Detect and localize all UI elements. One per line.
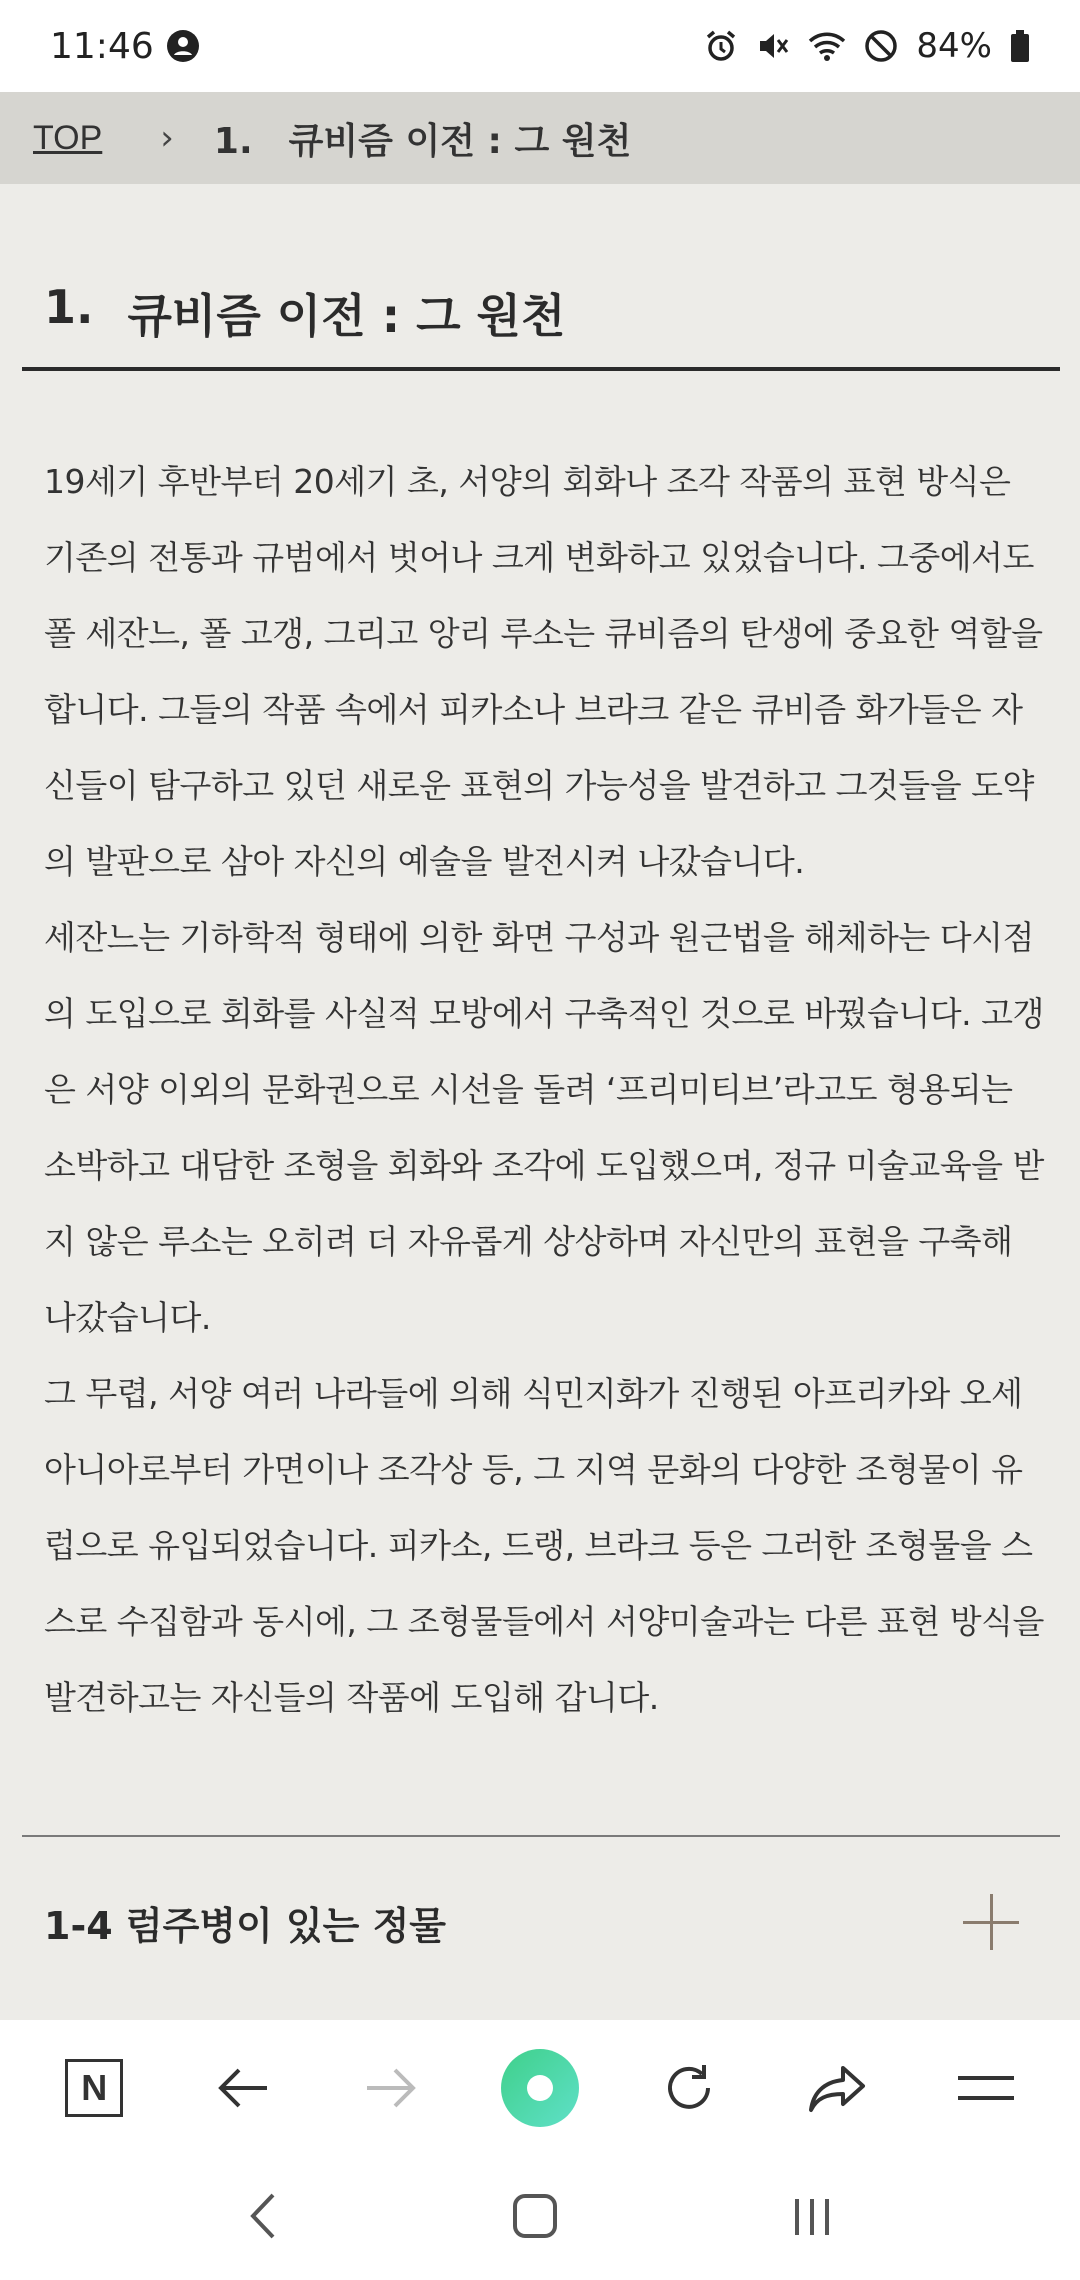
mute-icon (756, 29, 790, 63)
paragraph: 그 무렵, 서양 여러 나라들에 의해 식민지화가 진행된 아프리카와 오세아니아로부터 가면이나 조각상 등, 그 지역 문화의 다양한 조형물이 유럽으로 유입되었습니다. 피카소, 드랭, 브라크 등은 그러한 조형물을 스스로 수집함과 동시에, 그 조형물들에서 서양미술과는 다른 표현 방식을 발견하고는 자신들의 작품에 도입해 갑니다. (44, 1374, 1044, 1717)
battery-icon (1010, 29, 1030, 63)
nav-home-button[interactable] (510, 2191, 560, 2245)
accordion-label: 1-4 럼주병이 있는 정물 (44, 1903, 447, 1948)
wifi-icon (808, 29, 846, 63)
nav-back-button[interactable] (243, 2191, 283, 2245)
status-left (50, 26, 200, 67)
menu-icon (956, 2068, 1016, 2108)
back-button[interactable] (198, 2043, 288, 2133)
section-title-text: 큐비즘 이전 : 그 원천 (127, 289, 566, 343)
article-content (0, 184, 1080, 2020)
n-tab-icon: N (65, 2059, 123, 2117)
plus-icon[interactable] (963, 1894, 1019, 1950)
green-dot-button[interactable] (495, 2043, 585, 2133)
battery-percent: 84% (916, 26, 992, 66)
share-button[interactable] (792, 2043, 882, 2133)
breadcrumb-current: 1. 큐비즘 이전 : 그 원천 (213, 120, 632, 162)
nav-back-icon (243, 2191, 283, 2241)
paragraph: 세잔느는 기하학적 형태에 의한 화면 구성과 원근법을 해체하는 다시점의 도입으로 회화를 사실적 모방에서 구축적인 것으로 바꿨습니다. 고갱은 서양 이외의 문화권으로 시선을 돌려 ‘프리미티브’라고도 형용되는 소박하고 대담한 조형을 회화와 조각에 도입했으며, 정규 미술교육을 받지 않은 루소는 오히려 더 자유롭게 상상하며 자신만의 표현을 구축해 나갔습니다. (44, 918, 1044, 1337)
account-circle-icon (166, 29, 200, 63)
status-bar (0, 0, 1080, 92)
do-not-disturb-icon (864, 29, 898, 63)
status-time: 11:46 (50, 25, 154, 67)
forward-button[interactable] (346, 2043, 436, 2133)
breadcrumb-separator: › (160, 118, 174, 158)
breadcrumb-top-link[interactable]: TOP (33, 118, 103, 157)
forward-arrow-icon (363, 2060, 419, 2116)
system-nav-bar (0, 2156, 1080, 2280)
section-number: 1. (44, 280, 94, 334)
back-arrow-icon (215, 2060, 271, 2116)
nav-recents-button[interactable] (787, 2191, 837, 2245)
page-title (44, 280, 565, 346)
share-icon (807, 2060, 867, 2116)
n-tab-button[interactable] (49, 2043, 139, 2133)
article-body (44, 444, 1044, 1736)
paragraph: 19세기 후반부터 20세기 초, 서양의 회화나 조각 작품의 표현 방식은 기존의 전통과 규범에서 벗어나 크게 변화하고 있었습니다. 그중에서도 폴 세잔느, 폴 고갱, 그리고 앙리 루소는 큐비즘의 탄생에 중요한 역할을 합니다. 그들의 작품 속에서 피카소나 브라크 같은 큐비즘 화가들은 자신들이 탐구하고 있던 새로운 표현의 가능성을 발견하고 그것들을 도약의 발판으로 삼아 자신의 예술을 발전시켜 나갔습니다. (44, 462, 1043, 881)
breadcrumb (0, 92, 1080, 184)
refresh-icon (660, 2059, 718, 2117)
title-divider (22, 367, 1060, 371)
nav-home-icon (510, 2191, 560, 2241)
browser-toolbar (0, 2020, 1080, 2156)
alarm-icon (704, 29, 738, 63)
accordion-item[interactable] (44, 1886, 1019, 1958)
green-dot-icon (501, 2049, 579, 2127)
nav-recents-icon (787, 2191, 837, 2241)
accordion-divider (22, 1835, 1060, 1837)
refresh-button[interactable] (644, 2043, 734, 2133)
menu-button[interactable] (941, 2043, 1031, 2133)
status-right (704, 26, 1030, 66)
